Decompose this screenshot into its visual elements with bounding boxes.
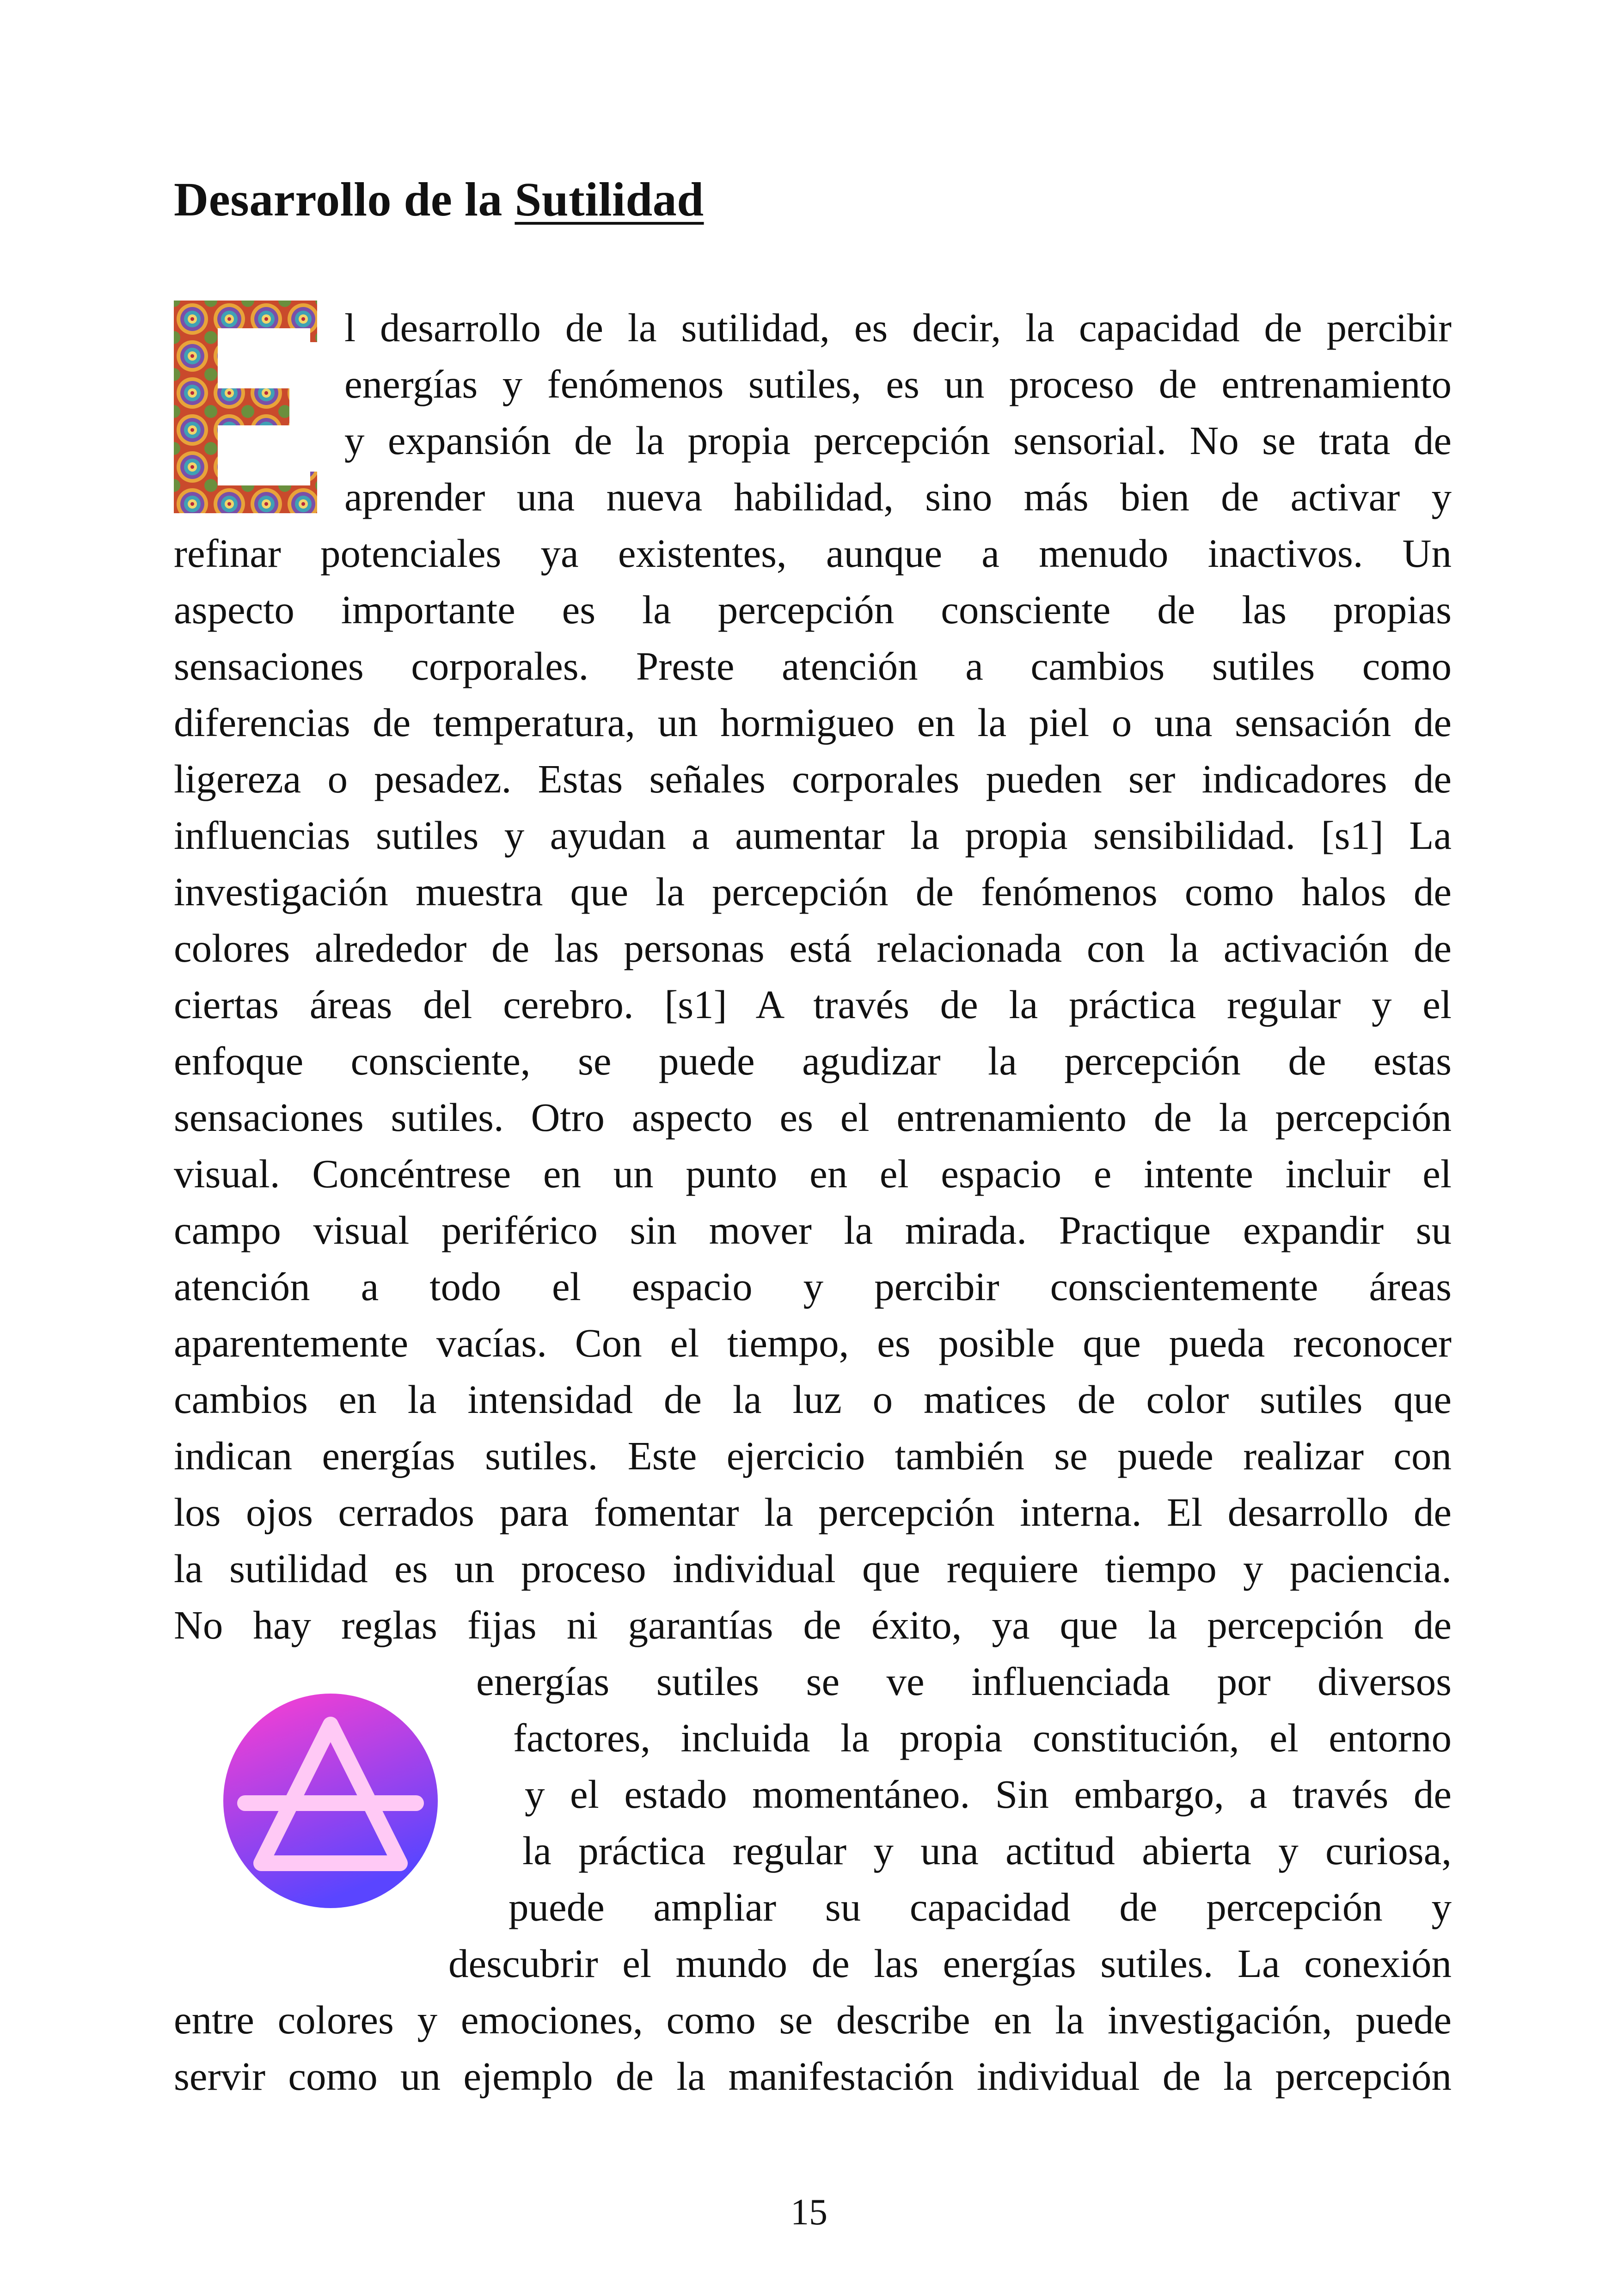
text-line: energías y fenómenos sutiles, es un proceso de entrenamiento <box>344 362 1452 406</box>
text-line: la práctica regular y una actitud abierta y curiosa, <box>522 1828 1452 1873</box>
text-line: y expansión de la propia percepción sensorial. No se trata de <box>344 418 1452 463</box>
page-number: 15 <box>791 2192 827 2233</box>
text-line: aspecto importante es la percepción consciente de las propias <box>174 587 1452 632</box>
text-line: aprender una nueva habilidad, sino más bien de activar y <box>344 474 1452 519</box>
text-line: aparentemente vacías. Con el tiempo, es posible que pueda reconocer <box>174 1320 1452 1365</box>
text-line: colores alrededor de las personas está relacionada con la activación de <box>174 926 1452 970</box>
text-line: servir como un ejemplo de la manifestación individual de la percepción <box>174 2054 1452 2099</box>
text-line: entre colores y emociones, como se describe en la investigación, puede <box>174 1997 1452 2042</box>
text-line: ligereza o pesadez. Estas señales corporales pueden ser indicadores de <box>174 756 1452 801</box>
text-line: atención a todo el espacio y percibir conscientemente áreas <box>174 1264 1452 1309</box>
text-line: cambios en la intensidad de la luz o matices de color sutiles que <box>174 1377 1452 1422</box>
text-line: diferencias de temperatura, un hormigueo en la piel o una sensación de <box>174 700 1452 745</box>
text-line: sensaciones sutiles. Otro aspecto es el entrenamiento de la percepción <box>174 1095 1452 1140</box>
text-line: indican energías sutiles. Este ejercicio también se puede realizar con <box>174 1433 1452 1478</box>
drop-cap-e <box>174 301 317 513</box>
text-line: No hay reglas fijas ni garantías de éxito, ya que la percepción de <box>174 1602 1452 1647</box>
text-line: visual. Concéntrese en un punto en el espacio e intente incluir el <box>174 1151 1452 1196</box>
text-line: y el estado momentáneo. Sin embargo, a través de <box>525 1772 1452 1817</box>
text-line: l desarrollo de la sutilidad, es decir, la capacidad de percibir <box>344 305 1452 350</box>
text-line: sensaciones corporales. Preste atención a cambios sutiles como <box>174 644 1452 688</box>
title-underlined-word: Sutilidad <box>515 173 704 226</box>
text-line: ciertas áreas del cerebro. [s1] A través de la práctica regular y el <box>174 982 1452 1027</box>
text-line: puede ampliar su capacidad de percepción y <box>509 1885 1452 1929</box>
text-line: investigación muestra que la percepción de fenómenos como halos de <box>174 869 1452 914</box>
title-prefix: Desarrollo de la <box>174 173 515 226</box>
text-line: influencias sutiles y ayudan a aumentar la propia sensibilidad. [s1] La <box>174 813 1452 858</box>
text-line: factores, incluida la propia constitución, el entorno <box>513 1715 1452 1760</box>
text-line: descubrir el mundo de las energías sutiles. La conexión <box>448 1941 1452 1986</box>
air-symbol-emblem <box>222 1692 439 1909</box>
text-line: los ojos cerrados para fomentar la percepción interna. El desarrollo de <box>174 1490 1452 1535</box>
text-line: energías sutiles se ve influenciada por diversos <box>476 1659 1452 1704</box>
page-title <box>174 171 704 229</box>
text-line: la sutilidad es un proceso individual que requiere tiempo y paciencia. <box>174 1546 1452 1591</box>
text-line: campo visual periférico sin mover la mirada. Practique expandir su <box>174 1208 1452 1252</box>
text-line: enfoque consciente, se puede agudizar la percepción de estas <box>174 1038 1452 1083</box>
text-line: refinar potenciales ya existentes, aunque a menudo inactivos. Un <box>174 531 1452 576</box>
